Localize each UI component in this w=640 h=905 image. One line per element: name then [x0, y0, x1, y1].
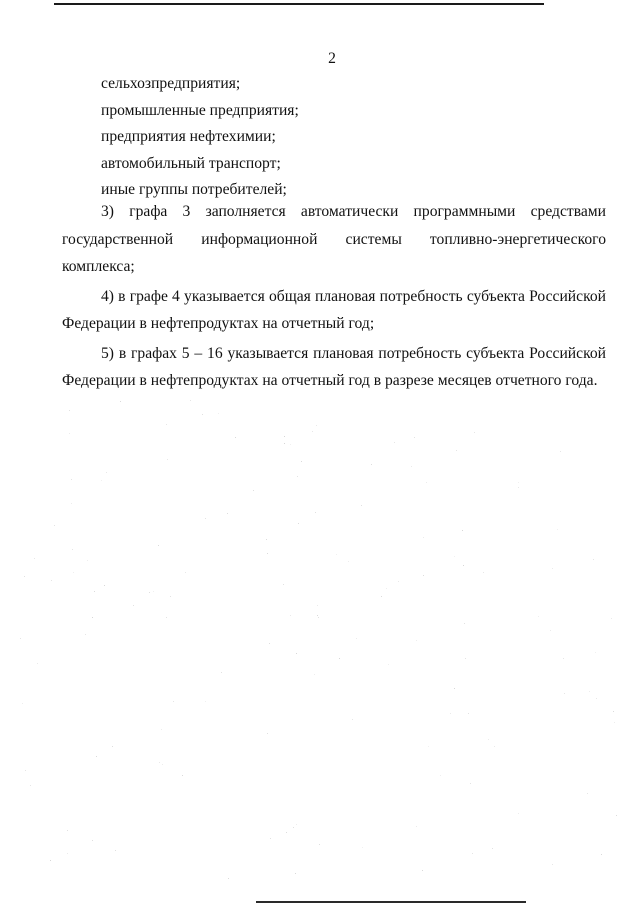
scan-speck [483, 572, 484, 573]
scan-speck [423, 537, 424, 538]
paragraph-column-4: 4) в графе 4 указывается общая плановая потребность субъекта Российской Федерации в нефтепродуктах на отчетный год; [62, 287, 606, 332]
list-item: промышленные предприятия; [101, 101, 299, 119]
scan-speck [339, 658, 340, 659]
scan-edge-top [54, 3, 544, 5]
scan-speck [563, 658, 564, 659]
scan-speck [388, 664, 389, 665]
scan-speck [470, 783, 471, 784]
scan-speck [314, 674, 315, 675]
scan-speck [25, 770, 26, 771]
scan-speck [54, 525, 55, 526]
scan-speck [267, 553, 268, 554]
scan-speck [158, 545, 159, 546]
scan-speck [283, 584, 284, 585]
consumer-group-list [101, 72, 299, 205]
scan-speck [371, 464, 372, 465]
scan-speck [106, 472, 107, 473]
scan-speck [20, 638, 21, 639]
scan-speck [297, 476, 298, 477]
scan-speck [462, 530, 463, 531]
scan-speck [593, 559, 594, 560]
scan-speck [85, 634, 86, 635]
scan-speck [153, 591, 154, 592]
scan-speck [295, 873, 296, 874]
scan-speck [416, 826, 417, 827]
scan-speck [284, 443, 285, 444]
scan-speck [190, 400, 191, 401]
scan-speck [538, 616, 539, 617]
instructions-body [62, 198, 606, 397]
list-item: иные группы потребителей; [101, 181, 287, 198]
list-item: предприятия нефтехимии; [101, 128, 276, 145]
scan-speck [221, 672, 222, 673]
scan-speck [550, 630, 551, 631]
scan-speck [30, 785, 31, 786]
scan-speck [440, 775, 441, 776]
scan-speck [267, 733, 268, 734]
scan-speck [34, 558, 35, 559]
scan-speck [463, 565, 464, 566]
scan-speck [316, 425, 317, 426]
scan-speck [205, 701, 206, 702]
scan-speck [564, 693, 565, 694]
scan-speck [166, 617, 167, 618]
scan-speck [253, 490, 254, 491]
scan-speck [162, 764, 163, 765]
scan-speck [381, 596, 382, 597]
scan-speck [166, 424, 167, 425]
scan-speck [69, 410, 70, 411]
scan-speck [159, 762, 160, 763]
scan-speck [205, 518, 206, 519]
scan-speck [362, 847, 363, 848]
scan-speck [611, 618, 612, 619]
scan-speck [450, 713, 451, 714]
scan-speck [104, 585, 105, 586]
scan-speck [202, 414, 203, 415]
scan-speck [468, 713, 469, 714]
list-item: сельхозпредприятия; [101, 75, 241, 92]
scan-speck [24, 576, 25, 577]
scan-speck [456, 450, 457, 451]
scan-speck [120, 401, 121, 402]
scan-speck [218, 413, 219, 414]
scan-speck [464, 623, 465, 624]
scan-speck [37, 663, 38, 664]
scan-speck [411, 466, 412, 467]
scan-speck [492, 848, 493, 849]
scan-speck [73, 572, 74, 573]
scan-speck [112, 746, 113, 747]
scan-speck [361, 505, 362, 506]
list-item: автомобильный транспорт; [101, 154, 281, 172]
scan-speck [266, 539, 267, 540]
scan-edge-bottom [256, 901, 526, 903]
scan-speck [22, 703, 23, 704]
scan-speck [352, 719, 353, 720]
scan-speck [416, 640, 417, 641]
scan-speck [182, 775, 183, 776]
scan-speck [454, 556, 455, 557]
scan-speck [552, 568, 553, 569]
scan-speck [428, 746, 429, 747]
scan-speck [552, 864, 553, 865]
scan-speck [589, 691, 590, 692]
scan-speck [92, 617, 93, 618]
scan-speck [426, 482, 427, 483]
scan-speck [317, 615, 318, 616]
scan-speck [298, 523, 299, 524]
scan-speck [318, 617, 319, 618]
scan-speck [71, 479, 72, 480]
scan-speck [227, 513, 228, 514]
scan-speck [301, 461, 302, 462]
scan-speck [71, 503, 72, 504]
scan-speck [284, 436, 285, 437]
scan-speck [336, 554, 337, 555]
scan-speck [170, 596, 171, 597]
scan-speck [465, 658, 466, 659]
page-number: 2 [328, 50, 336, 67]
scan-speck [293, 827, 294, 828]
scan-speck [557, 529, 558, 530]
scan-speck [614, 722, 615, 723]
scan-speck [167, 459, 168, 460]
scan-speck [67, 853, 68, 854]
scan-speck [595, 652, 596, 653]
scan-speck [494, 746, 495, 747]
scan-speck [518, 482, 519, 483]
paragraph-column-3: 3) графа 3 заполняется автоматически программными средствами государственной информационной системы топливно-энергетического комплекса; [62, 203, 606, 275]
scan-speck [601, 854, 602, 855]
scan-speck [92, 840, 93, 841]
scan-speck [69, 433, 70, 434]
scan-speck [87, 560, 88, 561]
scan-speck [290, 615, 291, 616]
scan-speck [472, 853, 473, 854]
scan-speck [398, 581, 399, 582]
scan-speck [616, 815, 617, 816]
scan-speck [518, 487, 519, 488]
scan-speck [488, 739, 489, 740]
scan-speck [161, 729, 162, 730]
scan-speck [296, 653, 297, 654]
scan-speck [286, 832, 287, 833]
scan-speck [72, 549, 73, 550]
scan-speck [115, 850, 116, 851]
scan-speck [133, 605, 134, 606]
scan-speck [348, 561, 349, 562]
scan-speck [414, 437, 415, 438]
scan-speck [185, 572, 186, 573]
scan-speck [518, 813, 519, 814]
scan-speck [101, 480, 102, 481]
scan-speck [290, 444, 291, 445]
scan-speck [454, 688, 455, 689]
paragraph-columns-5-16: 5) в графах 5 – 16 указывается плановая потребность субъекта Российской Федерации в нефтепродуктах на отчетный год в разрезе месяцев отчетного года. [62, 344, 606, 389]
scan-speck [94, 591, 95, 592]
scan-speck [312, 431, 313, 432]
scan-speck [67, 830, 68, 831]
scan-speck [235, 437, 236, 438]
scan-speck [51, 580, 52, 581]
scan-speck [96, 756, 97, 757]
scan-speck [613, 711, 614, 712]
scan-speck [317, 605, 318, 606]
scan-speck [173, 701, 174, 702]
scan-speck [228, 878, 229, 879]
scan-speck [394, 442, 395, 443]
scan-speck [386, 588, 387, 589]
scan-speck [423, 575, 424, 576]
scan-speck [356, 638, 357, 639]
scan-speck [596, 698, 597, 699]
scan-speck [296, 824, 297, 825]
scan-speck [474, 432, 475, 433]
scan-speck [270, 838, 271, 839]
scan-speck [50, 860, 51, 861]
scan-speck [269, 643, 270, 644]
scan-speck [319, 844, 320, 845]
scan-speck [149, 592, 150, 593]
scan-speck [560, 451, 561, 452]
scan-speck [315, 512, 316, 513]
scan-speck [587, 793, 588, 794]
scan-speck [422, 870, 423, 871]
